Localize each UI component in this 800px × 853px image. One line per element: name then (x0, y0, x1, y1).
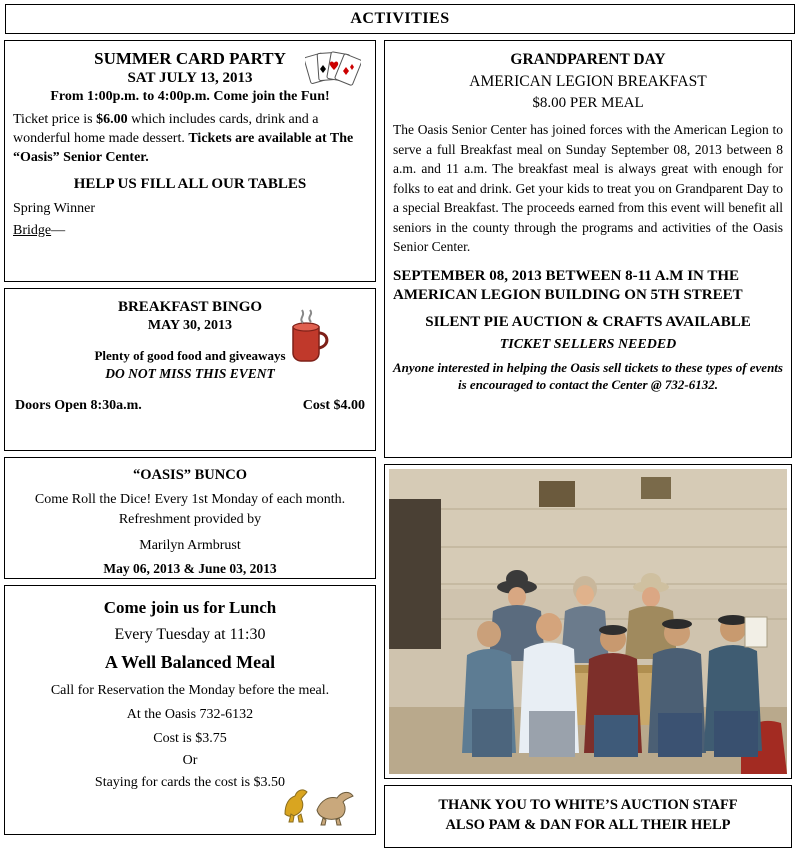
page-header (5, 4, 795, 34)
bridge-winner-row (13, 223, 367, 239)
horses-icon (277, 770, 357, 826)
ticket-price-value: $6.00 (96, 112, 128, 127)
ticket-price-lead: Ticket price is (13, 112, 97, 127)
grandparent-day-body: The Oasis Senior Center has joined forces with the American Legion to serve a full Breakfast meal on Sunday September 08, 2013 between 8 a.m. and 11 a.m. The breakfast meal is always great with enough for folks to eat and drink. Get your kids to treat you on Grandparent Day to a special Breakfast. The proceeds earned from this event will benefit all seniors in the county through the programs and activities of the Oasis Senior Center. (393, 122, 783, 255)
lunch-reservation-note: Call for Reservation the Monday before the meal. (50, 683, 330, 698)
bunco-dates: May 06, 2013 & June 03, 2013 (103, 560, 277, 576)
breakfast-bingo-cost: Cost $4.00 (302, 398, 365, 413)
ticket-sellers-needed-line: TICKET SELLERS NEEDED (499, 336, 677, 352)
playing-cards-icon (305, 47, 361, 87)
photo-frame (384, 464, 792, 779)
breakfast-bingo-date: MAY 30, 2013 (147, 318, 233, 333)
summer-card-party-help-line: HELP US FILL ALL OUR TABLES (73, 175, 307, 192)
grandparent-day-price: $8.00 PER MEAL (532, 95, 644, 111)
lunch-cost: Cost is $3.75 (153, 731, 227, 746)
group-photo (389, 469, 787, 774)
content-columns (4, 40, 796, 848)
lunch-phone: At the Oasis 732-6132 (126, 707, 254, 722)
ticket-sellers-note: Anyone interested in helping the Oasis sell tickets to these types of events is encouraged to contact the Center @ 732-6132. (393, 359, 783, 393)
thank-you-line-2: ALSO PAM & DAN FOR ALL THEIR HELP (445, 817, 731, 833)
right-column (384, 40, 792, 848)
page-title: ACTIVITIES (350, 10, 450, 27)
summer-card-party-date: SAT JULY 13, 2013 (127, 70, 253, 86)
left-column (4, 40, 376, 841)
breakfast-bingo-section (4, 288, 376, 451)
bunco-description: Come Roll the Dice! Every 1st Monday of each month. Refreshment provided by (34, 492, 346, 528)
bunco-host-name: Marilyn Armbrust (139, 537, 241, 553)
grandparent-day-title: GRANDPARENT DAY (510, 51, 666, 68)
lunch-cards-cost: Staying for cards the cost is $3.50 (94, 775, 286, 790)
lunch-title: Come join us for Lunch (103, 598, 277, 617)
breakfast-bingo-doors-open: Doors Open 8:30a.m. (15, 398, 142, 413)
lunch-or: Or (182, 753, 198, 768)
grandparent-day-section (384, 40, 792, 458)
ticket-availability: Tickets are available at The “Oasis” Senior Center. (13, 130, 354, 165)
breakfast-bingo-title: BREAKFAST BINGO (117, 299, 263, 315)
bunco-section (4, 457, 376, 579)
thank-you-section (384, 785, 792, 848)
thank-you-line-1: THANK YOU TO WHITE’S AUCTION STAFF (438, 797, 738, 813)
bridge-dash: — (51, 222, 66, 238)
summer-card-party-details (13, 111, 367, 168)
breakfast-bingo-food-line: Plenty of good food and giveaways (94, 348, 286, 363)
bridge-label: Bridge (13, 222, 52, 238)
summer-card-party-section (4, 40, 376, 282)
lunch-meal-headline: A Well Balanced Meal (104, 652, 276, 672)
spring-winner-label: Spring Winner (13, 200, 96, 216)
summer-card-party-title: SUMMER CARD PARTY (94, 49, 286, 68)
summer-card-party-time: From 1:00p.m. to 4:00p.m. Come join the Fun! (50, 89, 330, 104)
silent-pie-auction-line: SILENT PIE AUCTION & CRAFTS AVAILABLE (425, 313, 751, 330)
grandparent-day-when: SEPTEMBER 08, 2013 BETWEEN 8-11 A.M IN THE AMERICAN LEGION BUILDING ON 5TH STREET (393, 267, 743, 304)
breakfast-bingo-footer (13, 398, 367, 414)
lunch-section (4, 585, 376, 835)
lunch-schedule: Every Tuesday at 11:30 (114, 626, 266, 643)
breakfast-bingo-emphasis-line: DO NOT MISS THIS EVENT (105, 366, 275, 381)
ticket-price-includes: which includes cards, drink and a wonderful home made dessert. (13, 112, 319, 146)
bunco-title: “OASIS” BUNCO (132, 467, 247, 483)
grandparent-day-subtitle: AMERICAN LEGION BREAKFAST (469, 73, 707, 90)
coffee-mug-icon (283, 309, 337, 371)
